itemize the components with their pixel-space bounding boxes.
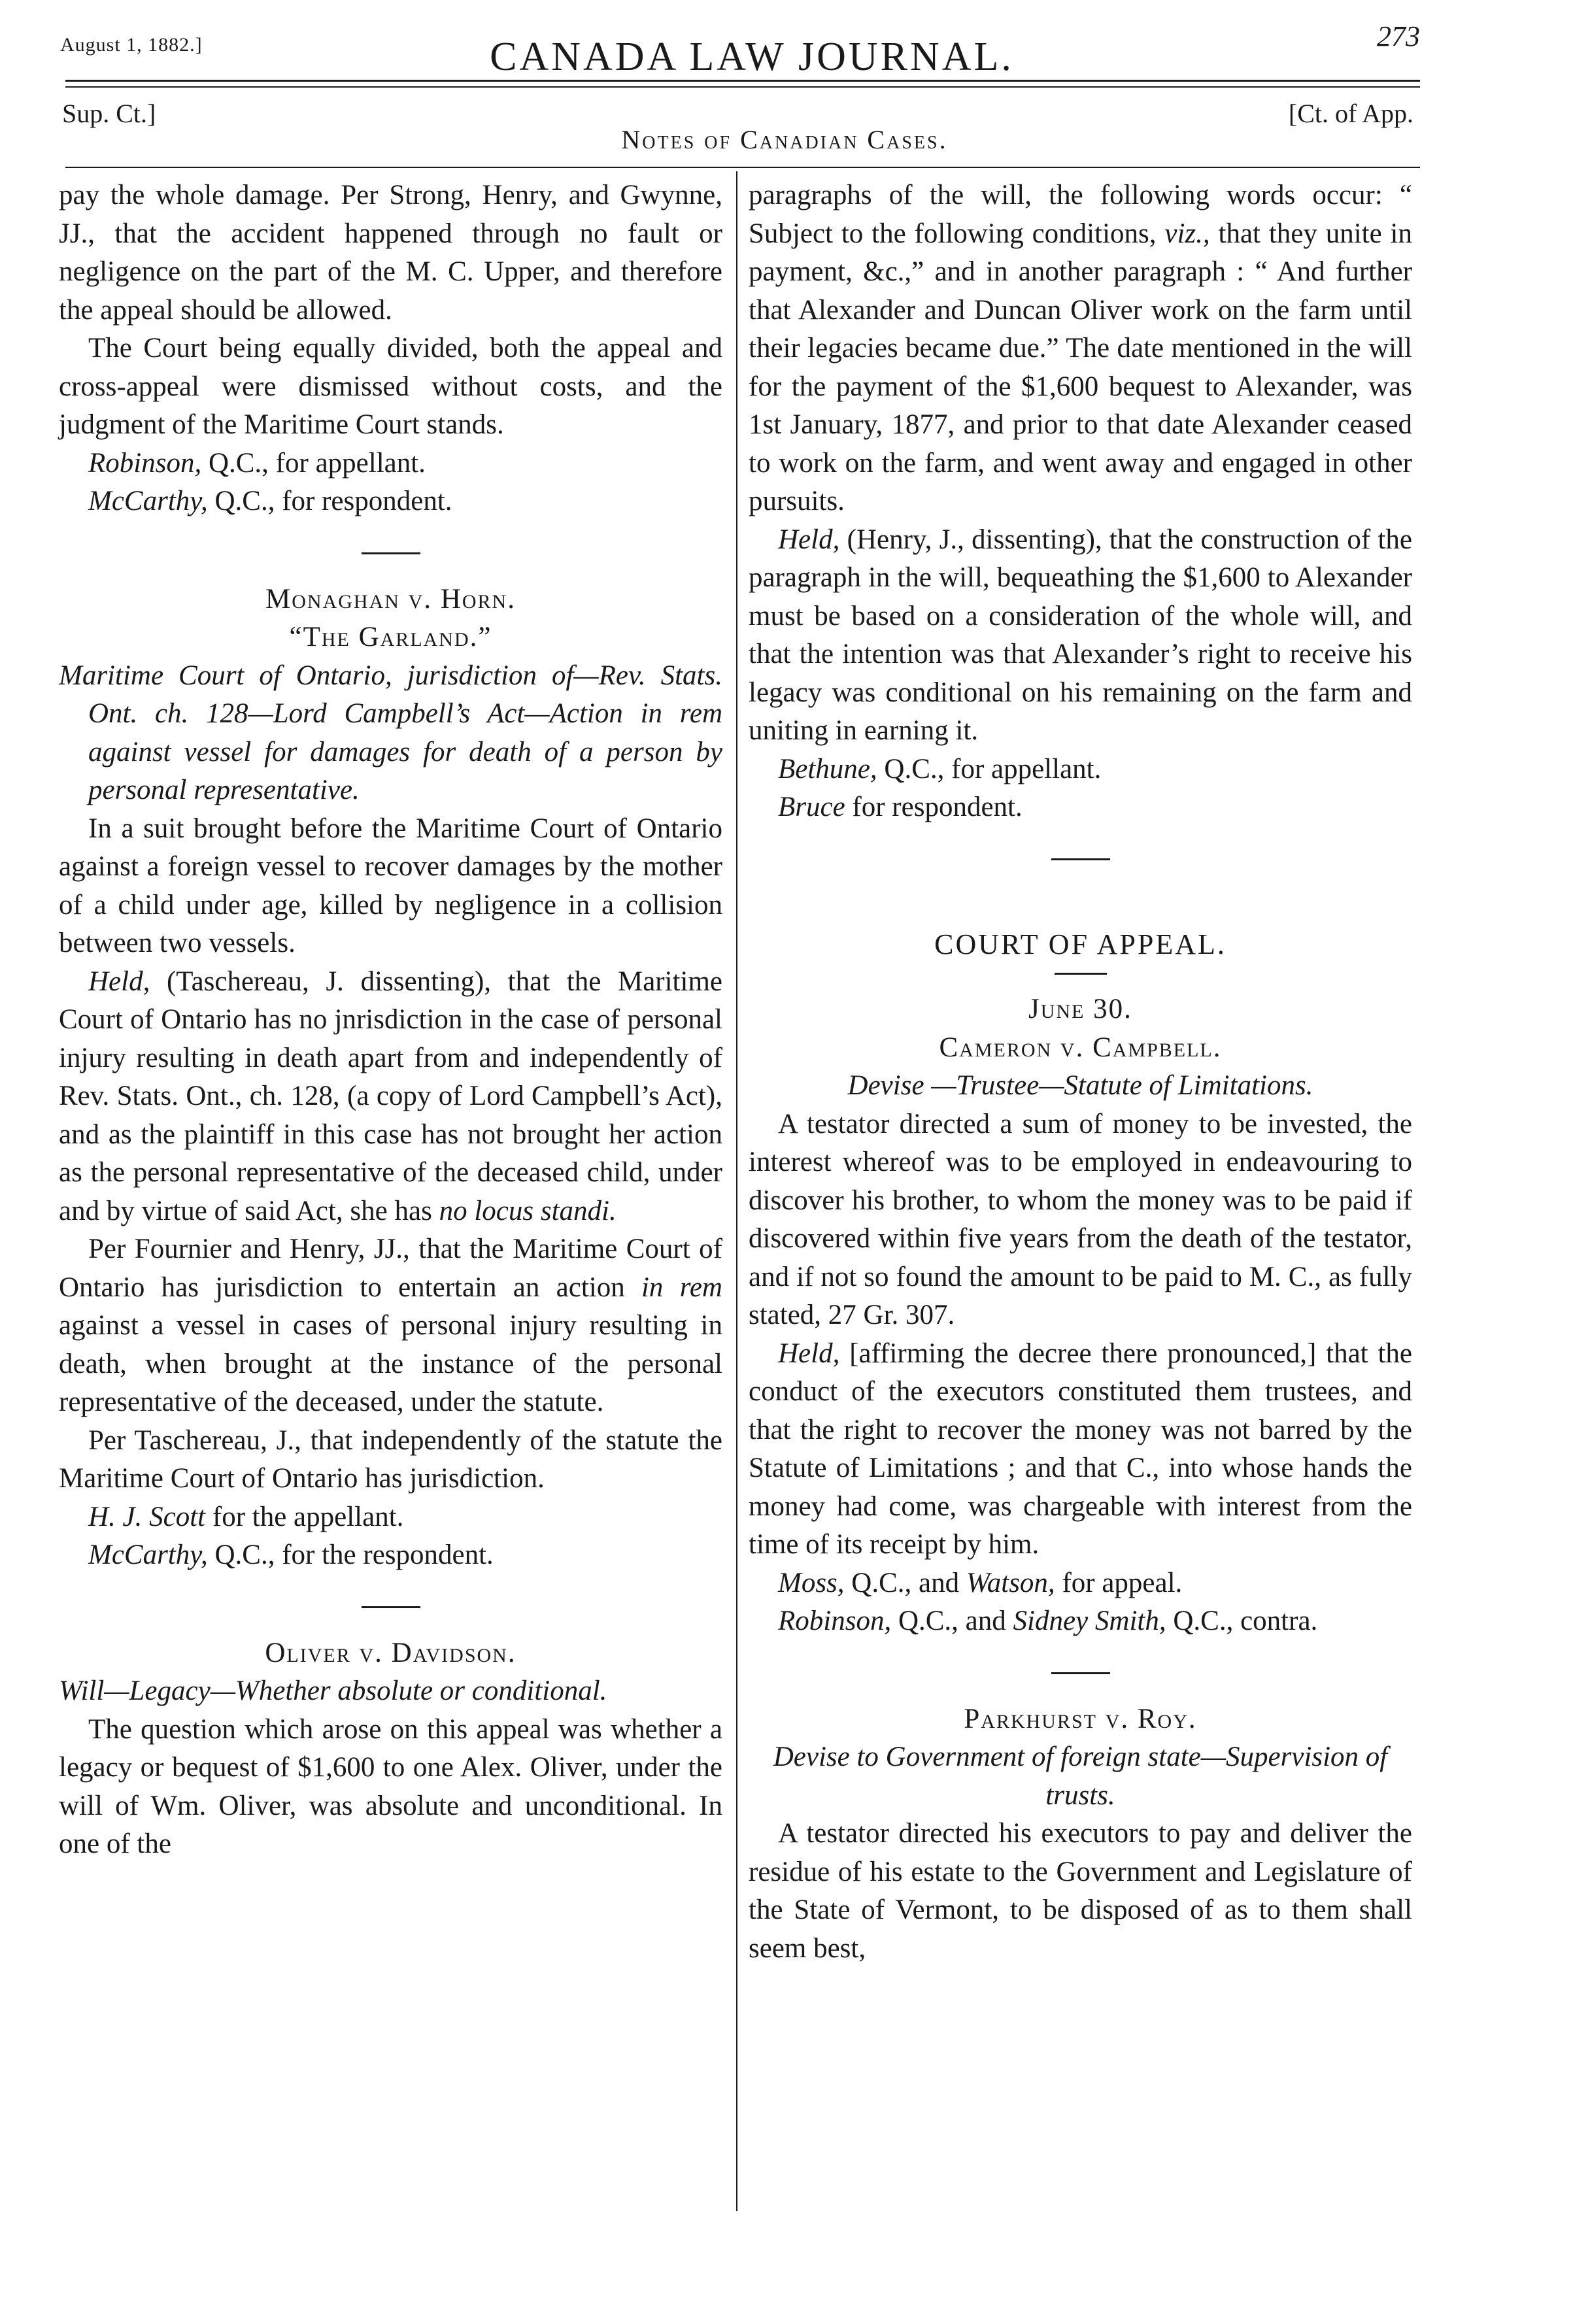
counsel-line: Bruce for respondent. [778, 792, 1023, 822]
counsel-line: McCarthy, Q.C., for respondent. [88, 486, 452, 516]
date-heading: June 30. [1028, 994, 1132, 1024]
paragraph: The Court being equally divided, both the appeal and cross-appeal were dismissed without costs, and the judgment of the Maritime Court stands. [59, 333, 722, 440]
section-separator [1051, 1672, 1110, 1674]
header-rule-top [65, 80, 1420, 82]
heading-underline [1055, 973, 1107, 975]
right-court-label: [Ct. of App. [1288, 99, 1413, 128]
counsel-line: Bethune, Q.C., for appellant. [778, 753, 1102, 784]
paragraph: Per Taschereau, J., that independently of the statute the Maritime Court of Ontario has jurisdiction. [59, 1424, 722, 1494]
issue-date: August 1, 1882.] [60, 34, 203, 56]
counsel-name: Robinson, [88, 447, 202, 479]
header-rule-bottom [65, 86, 1420, 88]
subheader-rule [65, 167, 1420, 168]
case-headnote: Devise —Trustee—Statute of Limitations. [847, 1070, 1313, 1101]
paragraph: Per Fournier and Henry, JJ., that the Maritime Court of Ontario has jurisdiction to entertain an action in rem against a vessel in cases of personal injury resulting in death, when brought at the instance of the personal representative of the deceased, under the statute. [59, 1234, 722, 1417]
section-separator [362, 1606, 420, 1608]
case-title: Oliver v. Davidson. [265, 1637, 516, 1668]
left-court-label: Sup. Ct.] [62, 99, 156, 128]
paragraph: In a suit brought before the Maritime Court of Ontario against a foreign vessel to recover damages by the mother of a child under age, killed by negligence in a collision between two vessels. [59, 813, 722, 958]
case-headnote: Devise to Government of foreign state—Supervision of trusts. [773, 1742, 1388, 1811]
paragraph: A testator directed a sum of money to be invested, the interest whereof was to be employed in endeavouring to discover his brother, to whom the money was to be paid if discovered within five years from the death of the testator, and if not so found the amount to be paid to M. C., as fully stated, 27 Gr. 307. [749, 1108, 1412, 1330]
counsel-line: Robinson, Q.C., and Sidney Smith, Q.C., contra. [778, 1606, 1318, 1636]
case-title: Monaghan v. Horn. [265, 583, 516, 615]
column-divider [736, 171, 737, 2211]
counsel-line: McCarthy, Q.C., for the respondent. [88, 1540, 494, 1570]
case-headnote: Maritime Court of Ontario, jurisdiction of—Rev. Stats. Ont. ch. 128—Lord Campbell’s Act—Action in rem against vessel for damages for death of a person by personal representative. [59, 660, 722, 805]
case-title: Cameron v. Campbell. [939, 1032, 1222, 1063]
counsel-name: McCarthy, [88, 486, 208, 516]
held-paragraph: Held, (Taschereau, J. dissenting), that the Maritime Court of Ontario has no jnrisdiction in the case of personal injury resulting in death apart from and independently of Rev. Stats. Ont., ch. 128, (a copy of Lord Campbell’s Act), and as the plaintiff in this case has not brought her action as the personal representative of the deceased child, under and by virtue of said Act, she has no locus standi. [59, 966, 722, 1226]
paragraph: pay the whole damage. Per Strong, Henry, and Gwynne, JJ., that the accident happened through no fault or negligence on the part of the M. C. Upper, and therefore the appeal should be allowed. [59, 180, 722, 326]
paragraph: paragraphs of the will, the following words occur: “ Subject to the following conditions, viz., that they unite in payment, &c.,” and in another paragraph : “ And further that Alexander and Duncan Oliver work on the farm until their legacies became due.” The date mentioned in the will for the payment of the $1,600 bequest to Alexander, was 1st January, 1877, and prior to that date Alexander ceased to work on the farm, and went away and engaged in other pursuits. [749, 180, 1412, 516]
court-heading: COURT OF APPEAL. [934, 928, 1226, 960]
journal-title: CANADA LAW JOURNAL. [490, 35, 1014, 79]
case-title: Parkhurst v. Roy. [964, 1703, 1197, 1734]
paragraph: A testator directed his executors to pay and deliver the residue of his estate to the Government and Legislature of the State of Vermont, to be disposed of as to them shall seem best, [749, 1818, 1412, 1964]
held-paragraph: Held, [affirming the decree there pronounced,] that the conduct of the executors constituted them trustees, and that the right to recover the money was not barred by the Statute of Limitations ; and that C., into whose hands the money had come, was chargeable with interest from the time of its receipt by him. [749, 1338, 1412, 1560]
section-separator [1051, 858, 1110, 860]
case-subtitle: “The Garland.” [289, 622, 492, 652]
counsel-line: Robinson, Q.C., for appellant. [88, 447, 426, 479]
counsel-line: Moss, Q.C., and Watson, for appeal. [778, 1567, 1183, 1598]
right-column [749, 177, 1412, 1968]
held-paragraph: Held, (Henry, J., dissenting), that the construction of the paragraph in the will, bequeathing the $1,600 to Alexander must be based on a consideration of the whole will, and that the intention was that Alexander’s right to receive his legacy was conditional on his remaining on the farm and uniting in earning it. [749, 524, 1412, 746]
left-column [59, 177, 722, 1864]
case-headnote: Will—Legacy—Whether absolute or conditional. [59, 1676, 607, 1706]
paragraph: The question which arose on this appeal was whether a legacy or bequest of $1,600 to one Alex. Oliver, under the will of Wm. Oliver, was absolute and unconditional. In one of the [59, 1713, 722, 1859]
counsel-line: H. J. Scott for the appellant. [88, 1501, 404, 1532]
section-separator [362, 552, 420, 554]
section-title: Notes of Canadian Cases. [621, 125, 948, 154]
page-number: 273 [1377, 20, 1420, 52]
